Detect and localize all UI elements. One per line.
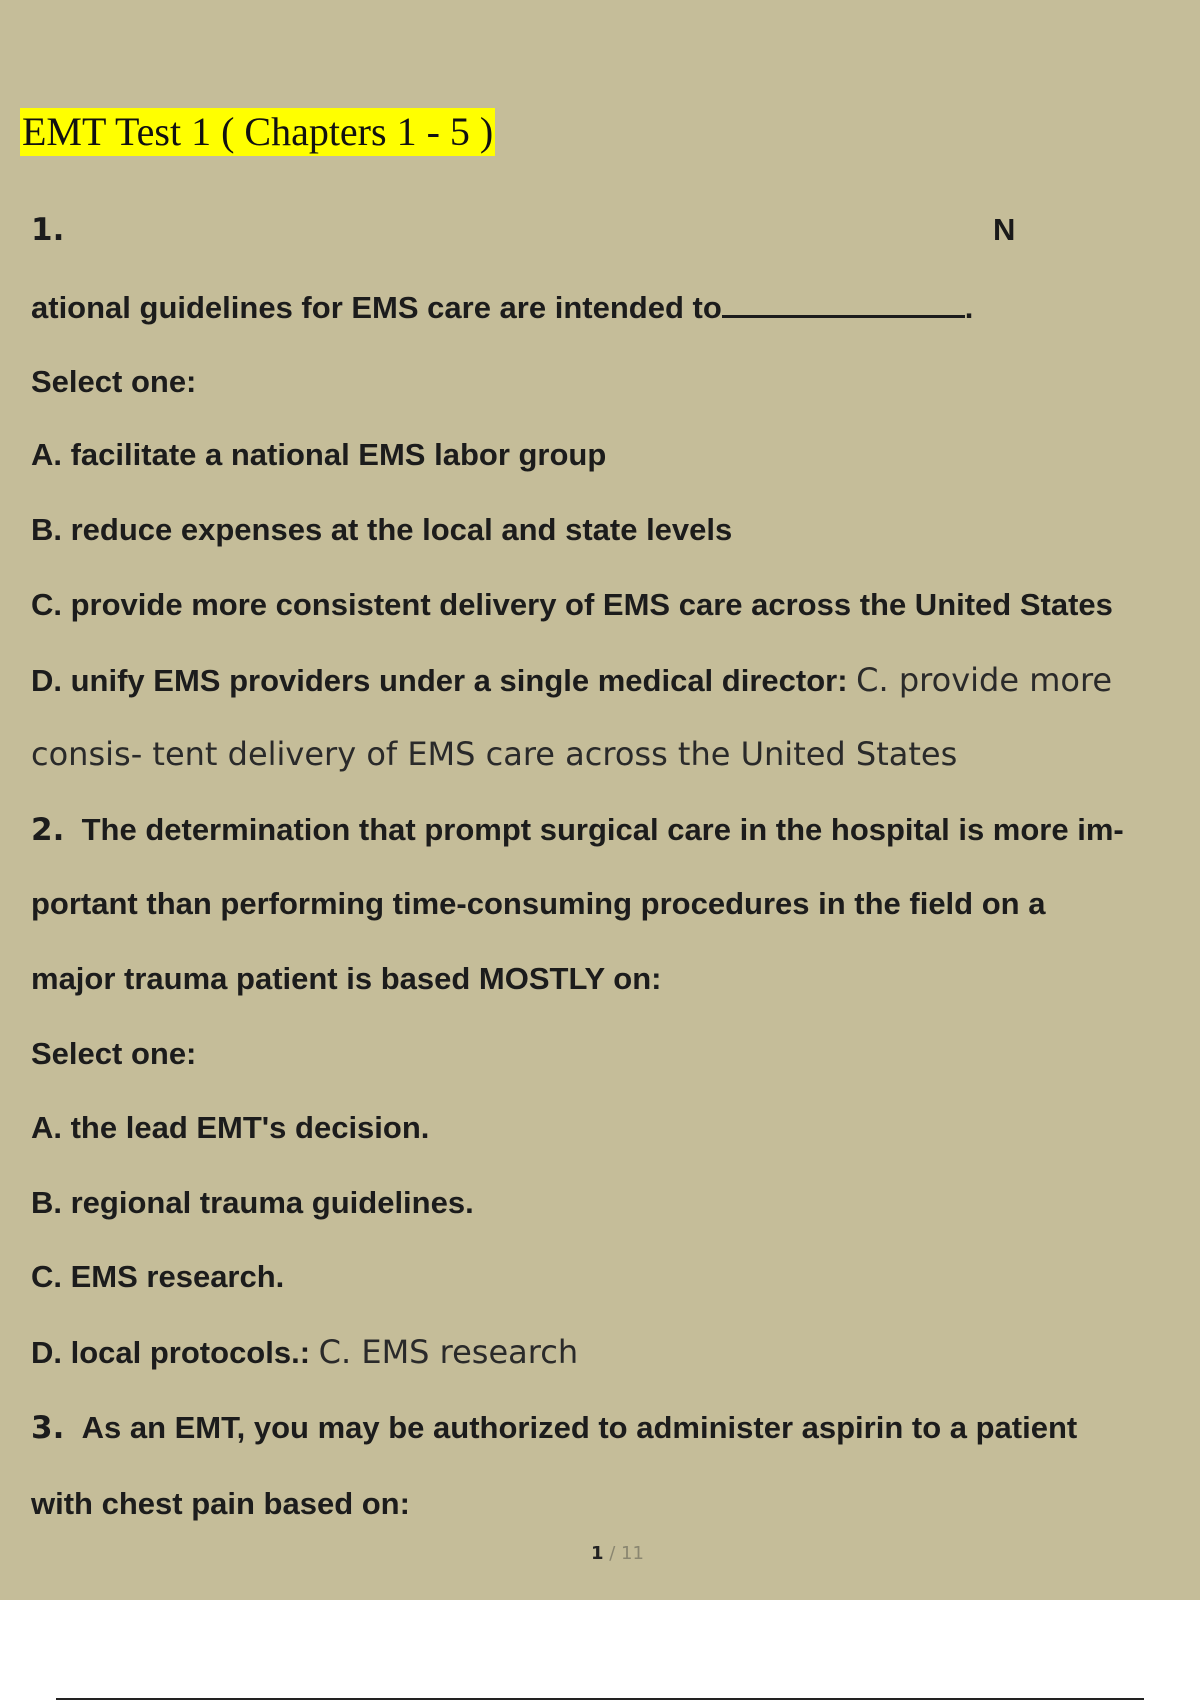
q2-stem-line1-text: The determination that prompt surgical care in the hospital is more im- (81, 812, 1124, 847)
q2-option-d-text: D. local protocols.: (31, 1335, 311, 1370)
q2-option-b: B. regional trauma guidelines. (31, 1185, 474, 1220)
q2-number: 2. (31, 812, 65, 848)
page-counter-current: 1 (591, 1543, 604, 1564)
q2-option-c: C. EMS research. (31, 1259, 285, 1294)
q1-number-text: 1. (31, 212, 65, 248)
q1-answer-part2: consis- tent delivery of EMS care across the United States (31, 735, 958, 773)
page-counter (0, 1543, 1200, 1564)
q1-stem-text: ational guidelines for EMS care are intended to (31, 290, 722, 325)
q3-stem-line1-text: As an EMT, you may be authorized to administer aspirin to a patient (81, 1410, 1078, 1445)
q2-option-d (31, 1333, 578, 1371)
document-title: EMT Test 1 ( Chapters 1 - 5 ) (22, 109, 494, 154)
q2-stem-line2: portant than performing time-consuming procedures in the field on a (31, 886, 1046, 921)
q3-number: 3. (31, 1410, 65, 1446)
q1-option-a: A. facilitate a national EMS labor group (31, 437, 607, 472)
q1-stem-end: . (964, 290, 974, 325)
q3-stem-line1 (31, 1410, 1077, 1446)
q3-stem-line2: with chest pain based on: (31, 1486, 410, 1521)
q1-answer-part1: C. provide more (856, 661, 1113, 699)
q1-number (31, 212, 64, 248)
q2-stem-line1 (31, 812, 1124, 848)
q1-option-b: B. reduce expenses at the local and state levels (31, 512, 733, 547)
page-counter-total: / 11 (603, 1543, 644, 1564)
q1-first-letter: N (993, 212, 1016, 247)
q2-answer: C. EMS research (318, 1333, 579, 1371)
q1-blank (722, 289, 965, 318)
q1-option-d-text: D. unify EMS providers under a single medical director: (31, 663, 848, 698)
q2-stem-line3: major trauma patient is based MOSTLY on: (31, 961, 662, 996)
q1-option-d (31, 661, 1112, 699)
q1-option-c: C. provide more consistent delivery of EMS care across the United States (31, 587, 1113, 622)
q1-stem (31, 289, 973, 326)
q2-select-one: Select one: (31, 1036, 197, 1071)
q1-select-one: Select one: (31, 364, 197, 399)
q2-option-a: A. the lead EMT's decision. (31, 1110, 430, 1145)
